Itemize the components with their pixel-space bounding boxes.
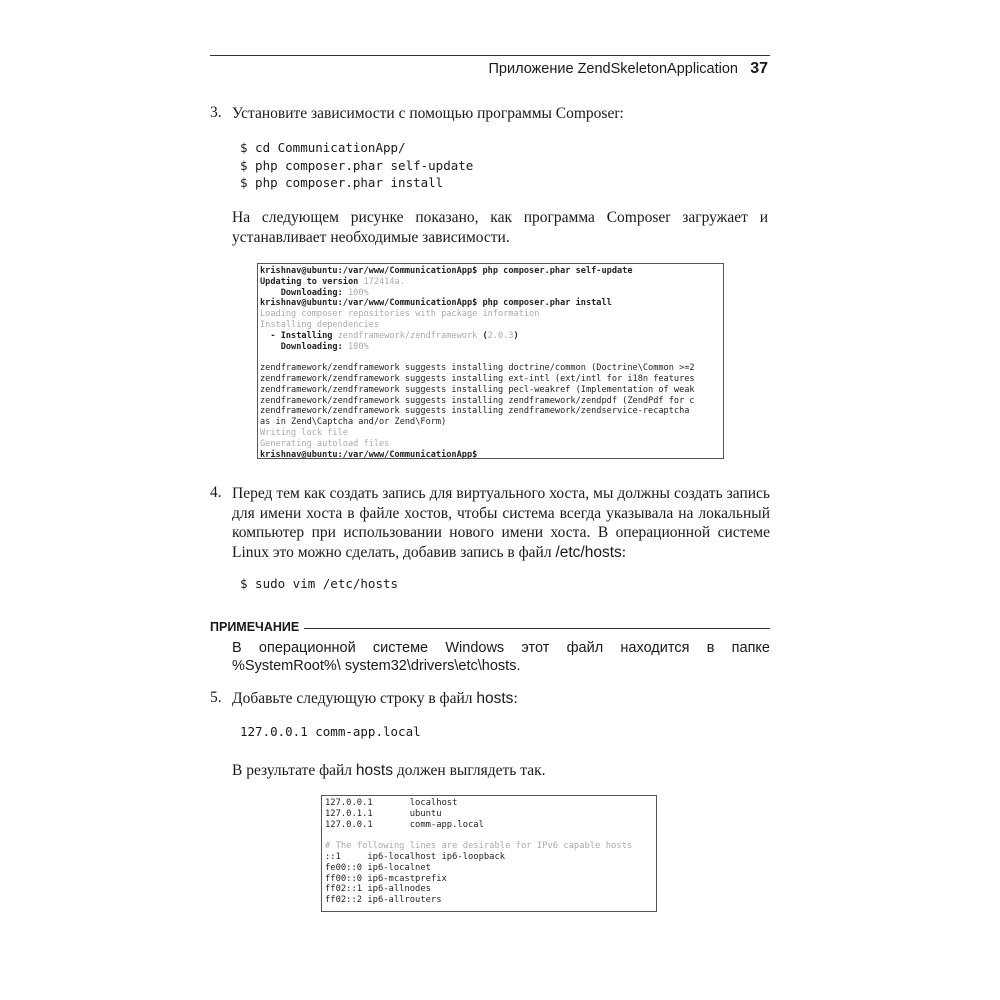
terminal-line	[325, 895, 656, 906]
terminal-text: 127.0.0.1 comm-app.local	[325, 819, 484, 830]
terminal-text: 100%	[347, 287, 369, 298]
terminal-text: krishnav@ubuntu:/var/www/CommunicationApp$	[260, 449, 478, 459]
terminal-text: 127.0.1.1 ubuntu	[325, 808, 442, 819]
terminal-text: zendframework/zendframework suggests installing ext-intl (ext/intl for i18n features	[260, 373, 695, 384]
running-header: Приложение ZendSkeletonApplication	[488, 61, 738, 77]
step-4-text-end: :	[621, 543, 627, 561]
terminal-text: fe00::0 ip6-localnet	[325, 862, 431, 873]
step-5-code: 127.0.0.1 comm-app.local	[240, 724, 421, 739]
terminal-line	[325, 841, 656, 852]
terminal-line	[260, 363, 723, 374]
terminal-line	[260, 428, 723, 439]
terminal-text: Generating autoload files	[260, 438, 390, 449]
step-4-number: 4.	[210, 484, 222, 501]
terminal-text: ff02::1 ip6-allnodes	[325, 884, 431, 895]
step-5-text	[232, 689, 770, 709]
step-3-caption: На следующем рисунке показано, как программа Composer загружает и устанавливает необходимые зависимости.	[232, 209, 768, 246]
terminal-line	[260, 342, 723, 353]
terminal-text: Loading composer repositories with package information	[260, 309, 540, 320]
terminal-line	[260, 385, 723, 396]
terminal-text: Updating to version	[260, 276, 364, 287]
terminal-line	[260, 331, 723, 342]
terminal-text: # The following lines are desirable for IPv6 capable hosts	[325, 841, 633, 852]
terminal-line	[325, 863, 656, 874]
terminal-text: zendframework/zendframework suggests installing zendframework/zendpdf (ZendPdf for c	[260, 395, 695, 406]
terminal-line	[260, 406, 723, 417]
terminal-text: krishnav@ubuntu:/var/www/CommunicationApp$ php composer.phar install	[260, 298, 612, 309]
hosts-file-screenshot	[321, 795, 657, 912]
terminal-line	[325, 830, 656, 841]
terminal-text: ff00::0 ip6-mcastprefix	[325, 873, 447, 884]
terminal-text: krishnav@ubuntu:/var/www/CommunicationApp$ php composer.phar self-update	[260, 266, 633, 276]
step-5-text-end: :	[513, 690, 518, 707]
terminal-text: zendframework/zendframework	[337, 330, 478, 341]
terminal-line	[260, 374, 723, 385]
step-4-text	[232, 484, 770, 562]
step-5-file: hosts	[476, 690, 514, 707]
note-title: ПРИМЕЧАНИЕ	[210, 620, 300, 634]
terminal-line	[260, 439, 723, 450]
terminal-text: 100%	[347, 341, 369, 352]
terminal-text: Installing dependencies	[260, 319, 379, 330]
terminal-text: Downloading:	[260, 341, 348, 352]
terminal-line	[325, 809, 656, 820]
step-3-code	[240, 139, 473, 192]
terminal-line	[260, 352, 723, 363]
terminal-line	[260, 417, 723, 428]
note-text: В операционной системе Windows этот файл находится в папке %SystemRoot%\ system32\drivers\etc\hosts.	[232, 640, 770, 674]
step-5-number: 5.	[210, 689, 222, 706]
note-rule	[304, 628, 770, 629]
terminal-text: ::1 ip6-localhost ip6-loopback	[325, 851, 506, 862]
terminal-text: Downloading:	[260, 287, 348, 298]
step-4-file: /etc/hosts	[555, 543, 622, 561]
step-4-code: $ sudo vim /etc/hosts	[240, 576, 399, 591]
step-4-text-main: Перед тем как создать запись для виртуального хоста, мы должны создать запись для имени хоста в файле хостов, чтобы система всегда указывала на локальный компьютер при использовании нового имени хоста. В операционной системе Linux это можно сделать, добавив запись в файл	[232, 485, 770, 561]
step-5-result-file: hosts	[355, 762, 393, 779]
code-line: $ php composer.phar install	[240, 175, 444, 190]
terminal-line	[260, 396, 723, 407]
page-number: 37	[750, 60, 768, 77]
terminal-text: zendframework/zendframework suggests installing zendframework/zendservice-recaptcha	[260, 406, 690, 417]
terminal-line	[260, 309, 723, 320]
terminal-text: as in Zend\Captcha and/or Zend\Form)	[260, 417, 447, 428]
step-3-number: 3.	[210, 104, 222, 121]
terminal-text: ff02::2 ip6-allrouters	[325, 895, 442, 906]
terminal-text: 2.0.3	[487, 330, 514, 341]
terminal-line	[325, 798, 656, 809]
terminal-line	[260, 288, 723, 299]
step-5-result-text: В результате файл	[232, 762, 356, 779]
header-rule	[210, 55, 770, 56]
terminal-text: zendframework/zendframework suggests installing doctrine/common (Doctrine\Common >=2	[260, 363, 695, 374]
step-3-text: Установите зависимости с помощью программы Composer:	[232, 105, 624, 122]
step-5-text-main: Добавьте следующую строку в файл	[232, 690, 477, 707]
terminal-text: 172414a.	[363, 276, 405, 287]
terminal-line	[325, 852, 656, 863]
terminal-text: zendframework/zendframework suggests installing pecl-weakref (Implementation of weak	[260, 384, 695, 395]
terminal-text: )	[513, 330, 519, 341]
step-5-result	[232, 761, 770, 781]
terminal-line	[260, 277, 723, 288]
terminal-line	[260, 266, 723, 277]
step-5-result-end: должен выглядеть так.	[392, 762, 546, 779]
terminal-line	[325, 884, 656, 895]
terminal-line	[325, 874, 656, 885]
terminal-text: Writing lock file	[260, 427, 348, 438]
terminal-text: - Installing	[260, 330, 338, 341]
terminal-text: (	[477, 330, 488, 341]
terminal-text: 127.0.0.1 localhost	[325, 798, 458, 808]
terminal-line	[325, 820, 656, 831]
terminal-line	[260, 298, 723, 309]
composer-terminal-screenshot	[257, 263, 724, 459]
terminal-line	[260, 320, 723, 331]
terminal-line	[260, 450, 723, 459]
code-line: $ php composer.phar self-update	[240, 157, 474, 173]
code-line: $ cd CommunicationApp/	[240, 140, 406, 155]
